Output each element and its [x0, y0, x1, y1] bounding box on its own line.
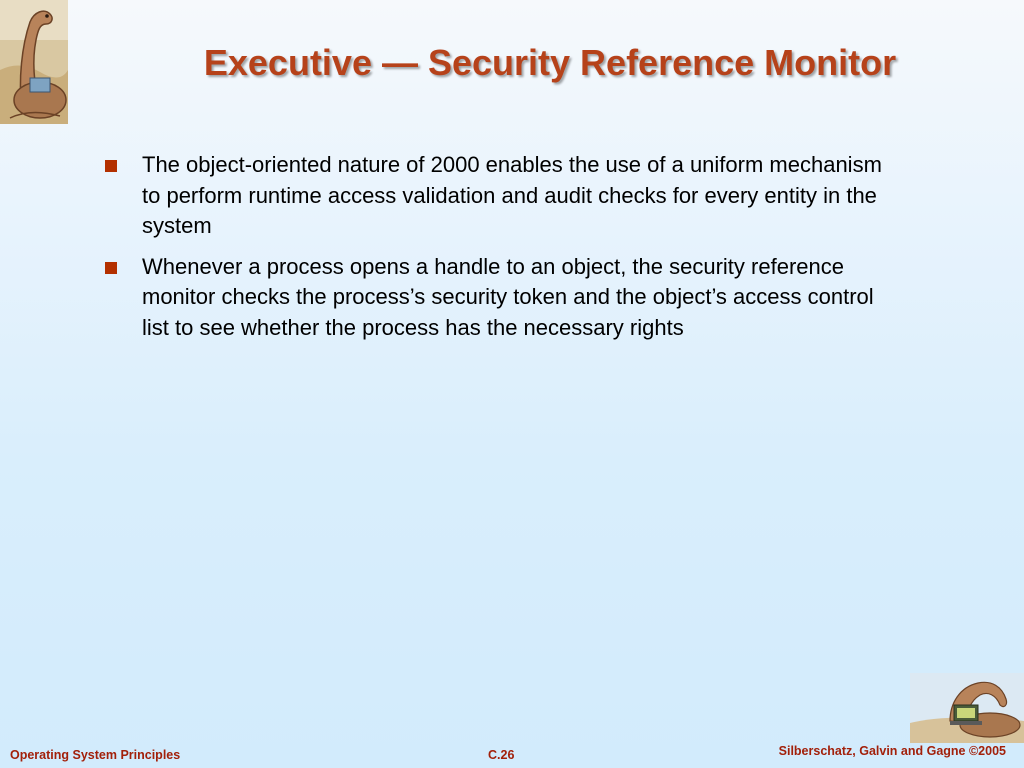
footer-slide-number: C.26	[488, 748, 515, 762]
footer-course-title: Operating System Principles	[10, 748, 181, 762]
bullet-item	[104, 150, 904, 242]
dinosaur-logo-icon	[0, 0, 68, 124]
square-bullet-icon	[105, 262, 117, 274]
slide-body	[104, 150, 904, 353]
footer-copyright: Silberschatz, Galvin and Gagne ©2005	[778, 744, 1006, 758]
bullet-text: Whenever a process opens a handle to an object, the security reference monitor checks the process’s security token and the object’s access control list to see whether the process has the necessary rights	[142, 253, 874, 340]
dinosaur-laptop-icon	[910, 673, 1024, 743]
square-bullet-icon	[105, 160, 117, 172]
slide-title: Executive — Security Reference Monitor	[203, 42, 897, 83]
bullet-text: The object-oriented nature of 2000 enables the use of a uniform mechanism to perform runtime access validation and audit checks for every entity in the system	[142, 152, 882, 238]
bullet-item	[104, 252, 904, 344]
